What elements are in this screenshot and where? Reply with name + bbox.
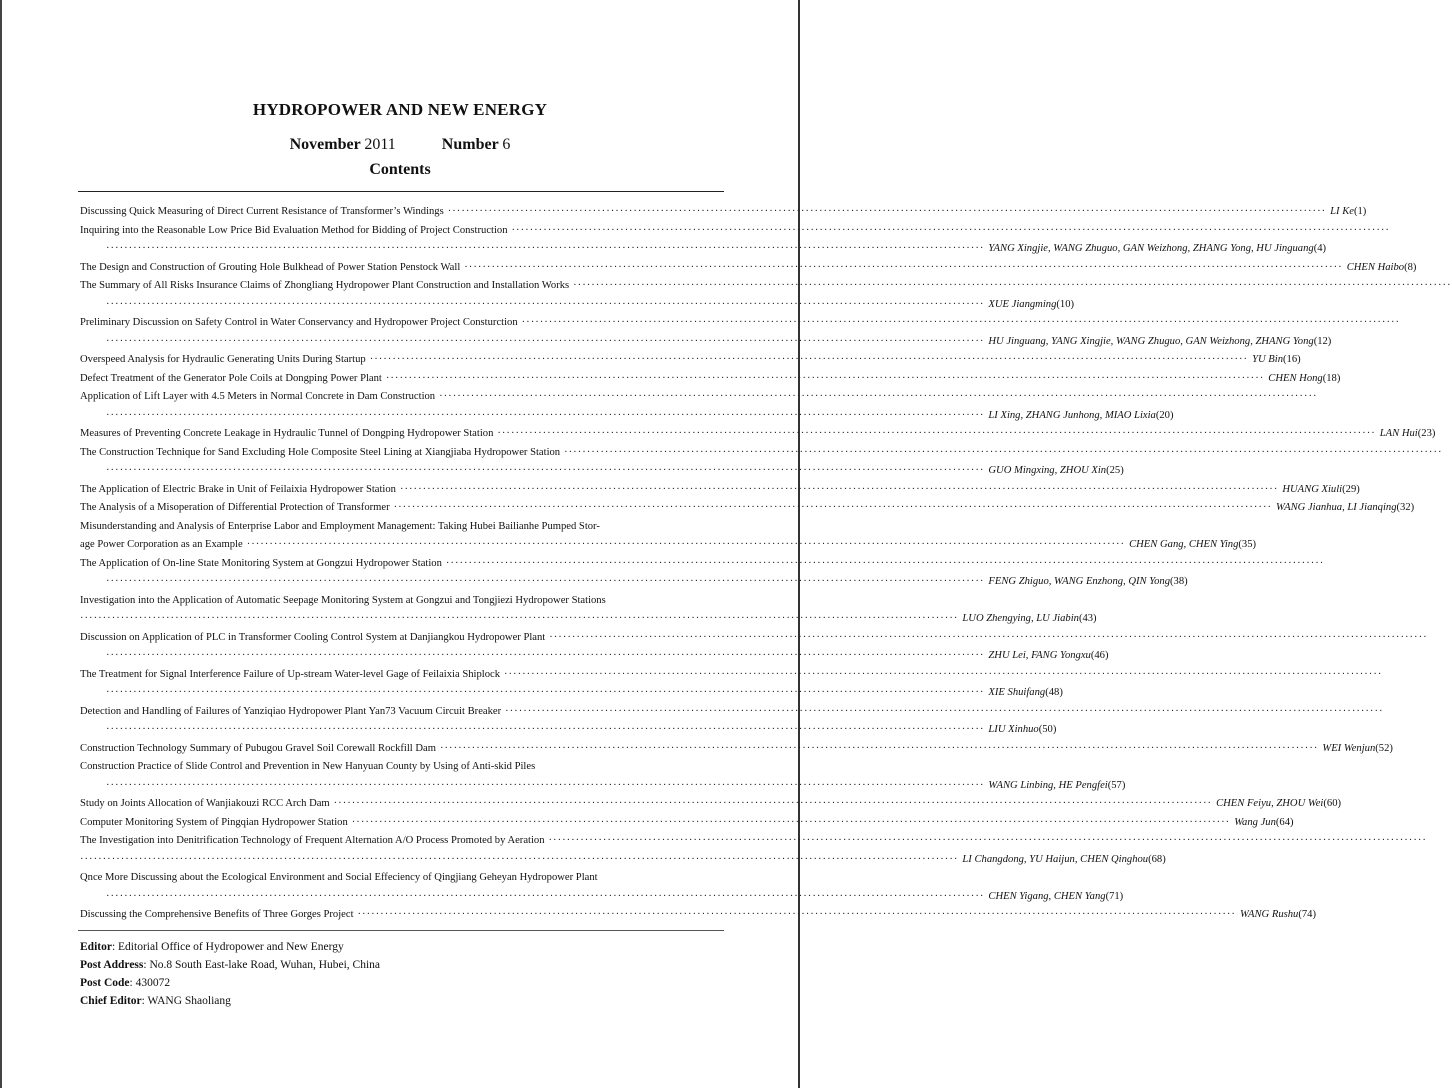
- toc-entry[interactable]: [80, 499, 1415, 518]
- toc-page: (71): [1105, 890, 1124, 902]
- toc-entry-continuation: [80, 296, 1075, 315]
- toc-entry[interactable]: [80, 259, 1417, 278]
- toc-entry-continuation: [80, 536, 1257, 555]
- editor-value: Editorial Office of Hydropower and New Energy: [118, 941, 344, 953]
- toc-title: The Investigation into Denitrification Technology of Frequent Alternation A/O Process Promoted by Aeration: [80, 835, 545, 846]
- toc-page: (12): [1313, 335, 1332, 347]
- toc-entry[interactable]: [80, 203, 1367, 222]
- toc-entry[interactable]: [80, 832, 720, 851]
- toc-page: (46): [1090, 650, 1109, 661]
- toc-entry[interactable]: [80, 370, 1341, 389]
- toc-page: (43): [1078, 613, 1097, 624]
- issue-number: 6: [502, 136, 511, 153]
- issue-year: 2011: [364, 136, 396, 153]
- toc-page: (60): [1323, 798, 1342, 809]
- toc-authors: HU Jinguang, YANG Xingjie, WANG Zhuguo, GAN Weizhong, ZHANG Yong: [988, 335, 1314, 347]
- toc-page: (10): [1056, 298, 1075, 310]
- toc-title-continued: age Power Corporation as an Example: [80, 539, 243, 550]
- toc-entry[interactable]: [80, 666, 720, 685]
- issue-line: [0, 136, 800, 154]
- toc-title: The Treatment for Signal Interference Failure of Up-stream Water-level Gage of Feilaixia Shiplock: [80, 668, 500, 680]
- toc-page: (57): [1107, 779, 1126, 791]
- table-of-contents: [80, 203, 1436, 925]
- issue-number-label: Number: [441, 136, 499, 153]
- toc-authors: Wang Jun: [1234, 816, 1276, 828]
- toc-authors: LAN Hui: [1379, 428, 1418, 439]
- postcode-value: 430072: [135, 977, 171, 989]
- toc-title: Computer Monitoring System of Pingqian Hydropower Station: [80, 816, 348, 828]
- toc-page: (8): [1404, 261, 1417, 273]
- editor-line: Editor: Editorial Office of Hydropower and New Energy: [80, 941, 344, 953]
- toc-title: The Application of On-line State Monitoring System at Gongzui Hydropower Station: [80, 557, 442, 569]
- toc-page: (20): [1155, 409, 1174, 421]
- address-label: Post Address: [80, 959, 144, 971]
- toc-entry[interactable]: [80, 629, 720, 648]
- toc-entry-continuation: [80, 407, 1174, 426]
- contents-title: Contents: [369, 161, 431, 178]
- toc-entry[interactable]: [80, 222, 720, 241]
- toc-title: Study on Joints Allocation of Wanjiakouzi RCC Arch Dam: [80, 798, 330, 809]
- toc-entry-continuation: [80, 333, 1332, 352]
- toc-authors: CHEN Hong: [1268, 372, 1323, 384]
- toc-entry-continuation: [80, 777, 1126, 796]
- toc-page: (18): [1322, 372, 1341, 384]
- toc-entry[interactable]: [80, 481, 1360, 500]
- toc-entry[interactable]: [80, 277, 720, 296]
- toc-authors: GUO Mingxing, ZHOU Xin: [988, 465, 1107, 476]
- toc-title: The Design and Construction of Grouting Hole Bulkhead of Power Station Penstock Wall: [80, 261, 461, 273]
- top-divider: [78, 191, 724, 192]
- postcode-label: Post Code: [80, 977, 130, 989]
- toc-entry[interactable]: [80, 518, 720, 537]
- toc-entry[interactable]: [80, 592, 720, 611]
- chief-editor-label: Chief Editor: [80, 995, 142, 1007]
- masthead: [80, 938, 380, 1010]
- toc-entry[interactable]: [80, 740, 1393, 759]
- toc-entry[interactable]: [80, 444, 720, 463]
- address-line: Post Address: No.8 South East-lake Road, Wuhan, Hubei, China: [80, 959, 381, 971]
- bottom-divider: [78, 930, 724, 931]
- toc-title: Discussing Quick Measuring of Direct Current Resistance of Transformer’s Windings: [80, 206, 444, 217]
- toc-title: Measures of Preventing Concrete Leakage in Hydraulic Tunnel of Dongping Hydropower Station: [80, 428, 494, 439]
- toc-authors: CHEN Feiyu, ZHOU Wei: [1216, 798, 1324, 809]
- toc-authors: FENG Zhiguo, WANG Enzhong, QIN Yong: [988, 576, 1171, 587]
- toc-authors: YU Bin: [1252, 354, 1283, 365]
- toc-title: Misunderstanding and Analysis of Enterprise Labor and Employment Management: Taking Hubei Bailianhe Pumped Stor-: [80, 520, 600, 532]
- toc-entry-continuation: [80, 462, 1124, 481]
- toc-page: (29): [1342, 483, 1360, 495]
- postcode-line: Post Code: 430072: [80, 977, 171, 989]
- toc-authors: ZHU Lei, FANG Yongxu: [988, 650, 1091, 661]
- toc-page: (38): [1170, 576, 1188, 587]
- toc-title: The Summary of All Risks Insurance Claims of Zhongliang Hydropower Plant Construction and Installation Works: [80, 280, 570, 291]
- toc-page: (48): [1045, 687, 1063, 698]
- toc-title: Qnce More Discussing about the Ecological Environment and Social Effeciency of Qingjiang Geheyan Hydropower Plant: [80, 872, 598, 883]
- toc-page: (23): [1417, 428, 1436, 439]
- toc-authors: WANG Rushu: [1239, 909, 1299, 920]
- toc-authors: WANG Linbing, HE Pengfei: [988, 779, 1108, 791]
- chief-editor-line: Chief Editor: WANG Shaoliang: [80, 995, 231, 1007]
- journal-title: HYDROPOWER AND NEW ENERGY: [252, 100, 548, 119]
- toc-page: (32): [1396, 502, 1415, 513]
- toc-authors: CHEN Yigang, CHEN Yang: [988, 890, 1106, 902]
- toc-title: Overspeed Analysis for Hydraulic Generating Units During Startup: [80, 354, 366, 365]
- toc-authors: CHEN Haibo: [1346, 261, 1405, 273]
- toc-entry-continuation: [80, 573, 1188, 592]
- toc-entry-continuation: [80, 721, 1057, 740]
- toc-entry[interactable]: [80, 388, 720, 407]
- toc-title: Investigation into the Application of Automatic Seepage Monitoring System at Gongzui and Tongjiezi Hydropower Stations: [80, 594, 606, 606]
- issue-month: November: [289, 136, 361, 153]
- toc-authors: HUANG Xiuli: [1282, 483, 1343, 495]
- toc-entry-continuation: [80, 610, 1097, 629]
- toc-entry[interactable]: [80, 814, 1294, 833]
- toc-title: The Construction Technique for Sand Excluding Hole Composite Steel Lining at Xiangjiaba Hydropower Station: [80, 446, 561, 458]
- toc-authors: LI Ke: [1330, 206, 1354, 217]
- toc-page: (68): [1148, 853, 1166, 865]
- toc-entry[interactable]: [80, 906, 1316, 925]
- toc-entry[interactable]: [80, 351, 1301, 370]
- toc-title: Defect Treatment of the Generator Pole Coils at Dongping Power Plant: [80, 372, 382, 384]
- toc-title: Inquiring into the Reasonable Low Price Bid Evaluation Method for Bidding of Project Construction: [80, 224, 508, 236]
- toc-page: (64): [1275, 816, 1294, 828]
- toc-title: Discussion on Application of PLC in Transformer Cooling Control System at Danjiangkou Hydropower Plant: [80, 631, 546, 643]
- toc-title: Discussing the Comprehensive Benefits of Three Gorges Project: [80, 909, 354, 920]
- toc-authors: WEI Wenjun: [1322, 742, 1376, 754]
- toc-authors: YANG Xingjie, WANG Zhuguo, GAN Weizhong, ZHANG Yong, HU Jinguang: [988, 243, 1314, 254]
- toc-title: The Application of Electric Brake in Unit of Feilaixia Hydropower Station: [80, 483, 396, 495]
- toc-authors: LI Xing, ZHANG Junhong, MIAO Lixia: [988, 409, 1156, 421]
- toc-page: (16): [1283, 354, 1301, 365]
- toc-authors: LIU Xinhuo: [988, 724, 1039, 735]
- toc-authors: LI Changdong, YU Haijun, CHEN Qinghou: [962, 853, 1149, 865]
- toc-page: (1): [1353, 206, 1367, 217]
- toc-entry[interactable]: [80, 425, 1436, 444]
- editor-label: Editor: [80, 941, 112, 953]
- toc-authors: XIE Shuifang: [988, 687, 1046, 698]
- toc-entry[interactable]: [80, 869, 720, 888]
- toc-entry-continuation: [80, 851, 1166, 870]
- toc-title: Preliminary Discussion on Safety Control in Water Conservancy and Hydropower Project Consturction: [80, 317, 518, 328]
- toc-page: (52): [1375, 742, 1393, 754]
- toc-entry-continuation: [80, 240, 1327, 259]
- toc-authors: CHEN Gang, CHEN Ying: [1129, 539, 1239, 550]
- toc-entry-continuation: [80, 647, 1109, 666]
- toc-entry[interactable]: [80, 703, 720, 722]
- toc-title: The Analysis of a Misoperation of Differential Protection of Transformer: [80, 502, 390, 513]
- toc-page: (74): [1298, 909, 1316, 920]
- address-value: No.8 South East-lake Road, Wuhan, Hubei, China: [149, 959, 381, 971]
- toc-authors: XUE Jiangming: [988, 298, 1057, 310]
- toc-page: (35): [1238, 539, 1257, 550]
- toc-title: Application of Lift Layer with 4.5 Meters in Normal Concrete in Dam Construction: [80, 391, 436, 402]
- toc-authors: WANG Jianhua, LI Jianqing: [1276, 502, 1397, 513]
- chief-editor-value: WANG Shaoliang: [147, 995, 231, 1007]
- toc-page: (25): [1106, 465, 1124, 476]
- toc-page: (4): [1313, 243, 1327, 254]
- toc-page: (50): [1038, 724, 1057, 735]
- toc-title: Detection and Handling of Failures of Yanziqiao Hydropower Plant Yan73 Vacuum Circuit Breaker: [80, 705, 502, 717]
- toc-entry[interactable]: [80, 314, 720, 333]
- toc-entry[interactable]: [80, 555, 720, 574]
- toc-authors: LUO Zhengying, LU Jiabin: [962, 613, 1079, 624]
- toc-entry[interactable]: [80, 795, 1342, 814]
- toc-entry[interactable]: [80, 758, 720, 777]
- toc-entry-continuation: [80, 888, 1124, 907]
- toc-title: Construction Technology Summary of Pubugou Gravel Soil Corewall Rockfill Dam: [80, 742, 436, 754]
- toc-title: Construction Practice of Slide Control and Prevention in New Hanyuan County by Using of Anti-skid Piles: [80, 761, 536, 772]
- toc-entry-continuation: [80, 684, 1063, 703]
